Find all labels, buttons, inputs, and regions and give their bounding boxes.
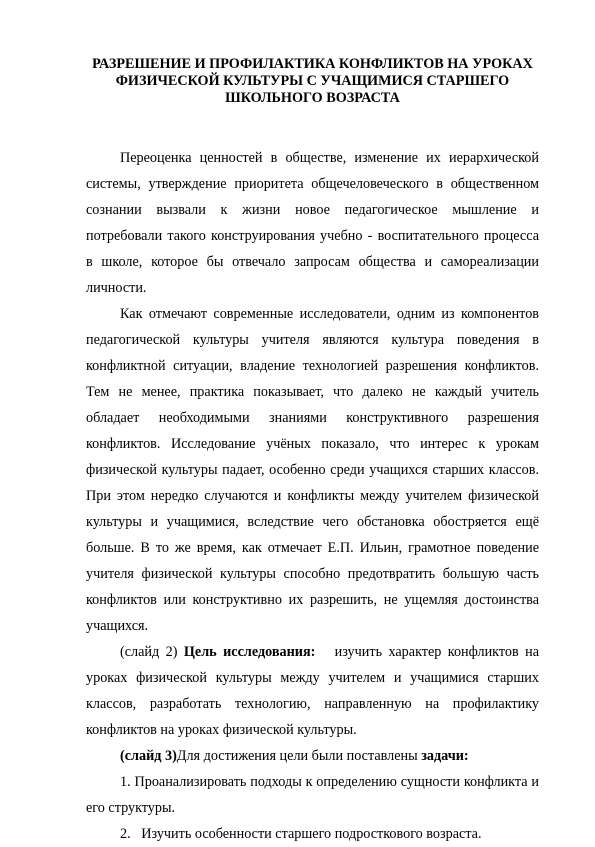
paragraph-3 bbox=[86, 639, 543, 743]
paragraph-1: Переоценка ценностей в обществе, изменение их иерархической системы, утверждение приоритета общечеловеческого в общественном сознании вызвали к жизни новое педагогическое мышление и потребовали такого конструирования учебно - воспитательного процесса в школе, которое бы отвечало запросам общества и самореализации личности. bbox=[86, 150, 539, 296]
title-line-3: ШКОЛЬНОГО ВОЗРАСТА bbox=[225, 90, 400, 106]
document-title bbox=[86, 56, 539, 107]
task-item-1: 1. Проанализировать подходы к определению сущности конфликта и его структуры. bbox=[86, 774, 539, 816]
title-line-2: ФИЗИЧЕСКОЙ КУЛЬТУРЫ С УЧАЩИМИСЯ СТАРШЕГО bbox=[115, 73, 510, 89]
tasks-label: задачи: bbox=[421, 748, 469, 764]
slide-2-label: (слайд 2) bbox=[120, 644, 184, 660]
tasks-intro-text: Для достижения цели были поставлены bbox=[176, 748, 422, 764]
paragraph-2: Как отмечают современные исследователи, одним из компонентов педагогической культуры учителя являются культура поведения в конфликтной ситуации, владение технологией разрешения конфликтов. Тем не менее, практика показывает, что далеко не каждый учитель обладает необходимыми знаниями конструктивного разрешения конфликтов. Исследование учёных показало, что интерес к урокам физической культуры падает, особенно среди учащихся старших классов. При этом нередко случаются и конфликты между учителем физической культуры и учащимися, вследствие чего обстановка обостряется ещё больше. В то же время, как отмечает Е.П. Ильин, грамотное поведение учителя физической культуры способно предотвратить большую часть конфликтов или конструктивно их разрешить, не ущемляя достоинства учащихся. bbox=[86, 306, 539, 634]
paragraph-4 bbox=[86, 743, 539, 769]
document-body bbox=[86, 145, 543, 847]
research-goal-text: изучить характер конфликтов на уроках физической культуры между учителем и учащимися старших классов, разработать технологию, направленную на профилактику конфликтов на уроках физической культуры. bbox=[86, 644, 543, 738]
title-line-1: РАЗРЕШЕНИЕ И ПРОФИЛАКТИКА КОНФЛИКТОВ НА УРОКАХ bbox=[92, 56, 533, 72]
slide-3-label: (слайд 3) bbox=[120, 748, 177, 764]
research-goal-label: Цель исследования: bbox=[183, 644, 316, 660]
task-item-2: 2. Изучить особенности старшего подросткового возраста. bbox=[120, 826, 482, 842]
